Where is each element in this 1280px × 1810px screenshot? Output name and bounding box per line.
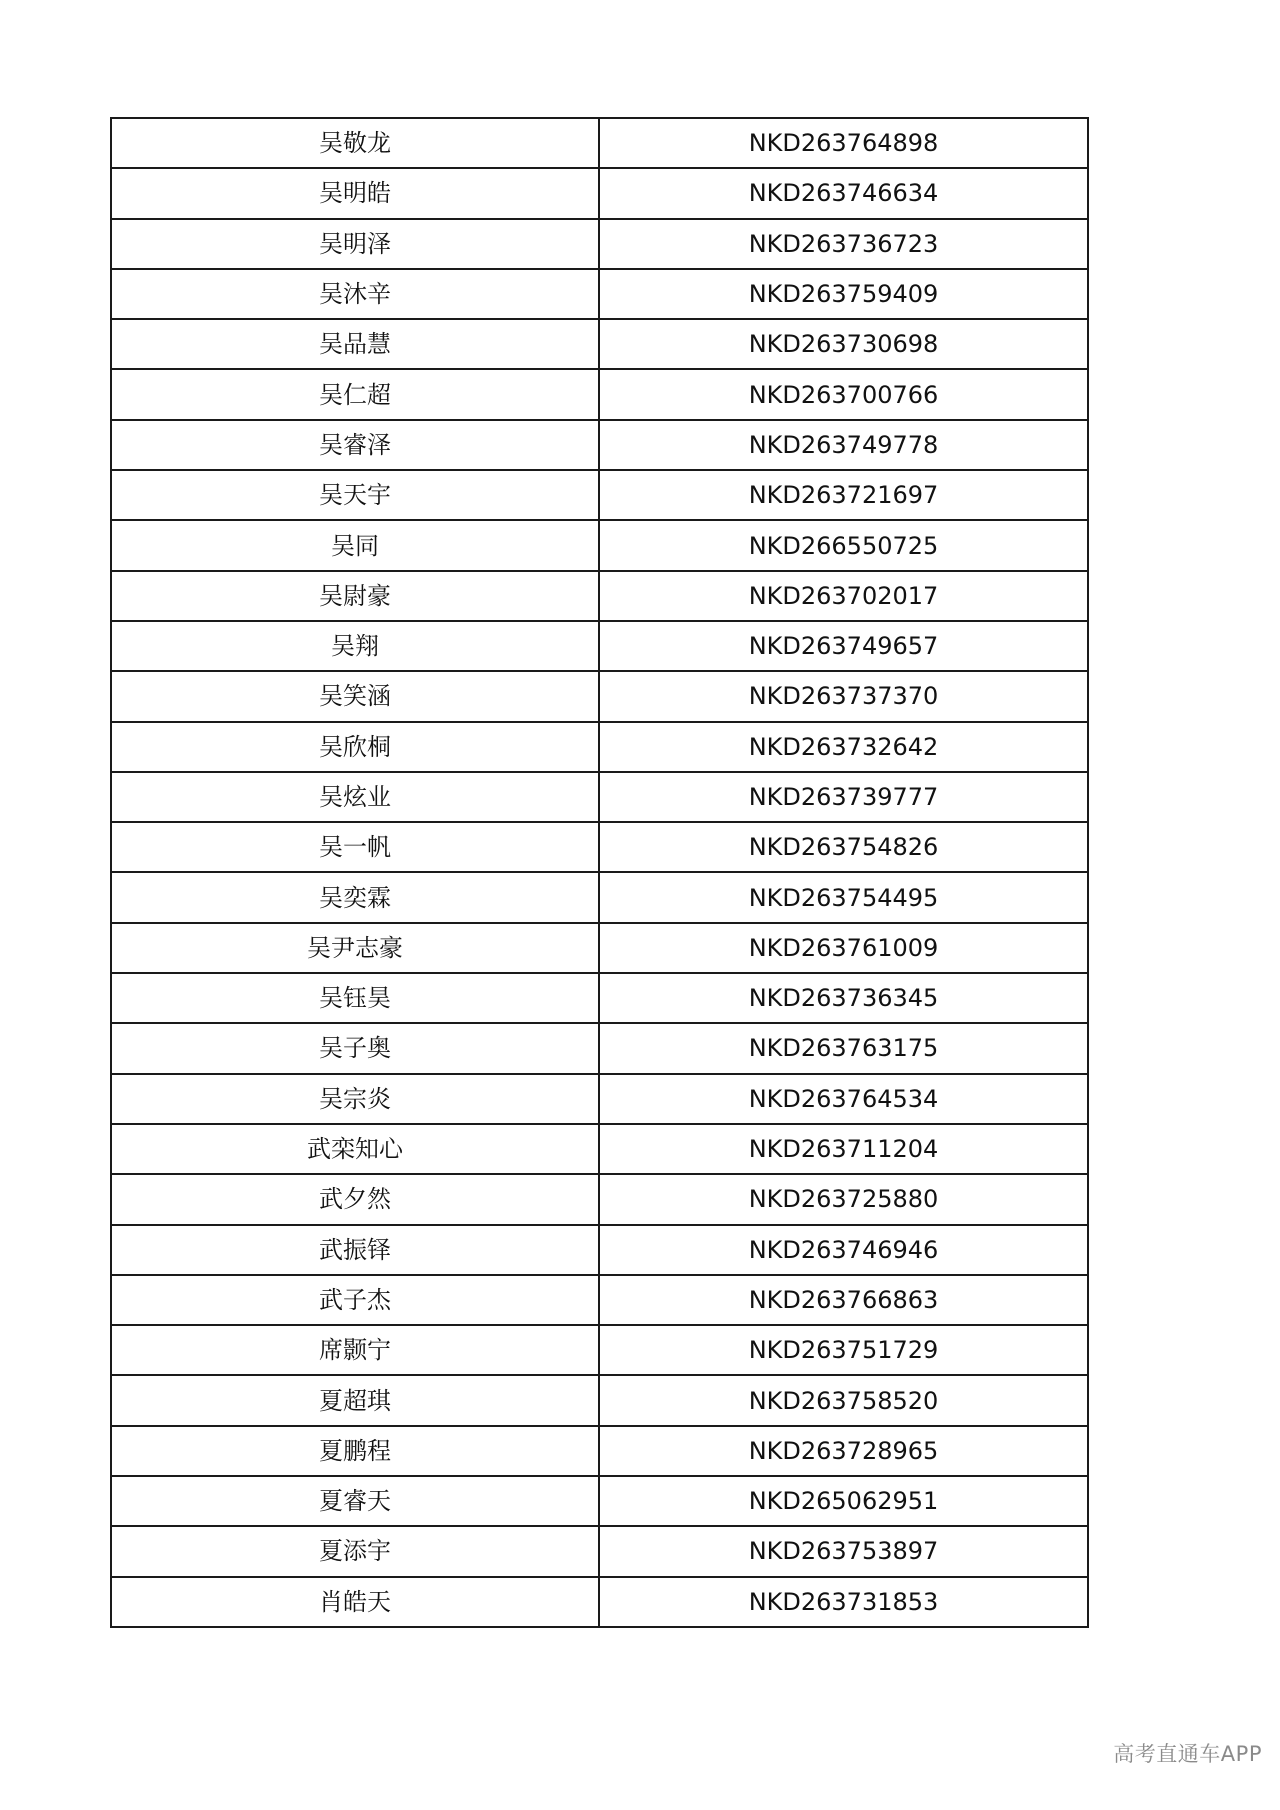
id-cell: NKD263700766 — [599, 369, 1088, 419]
id-cell: NKD263749657 — [599, 621, 1088, 671]
id-cell: NKD263763175 — [599, 1023, 1088, 1073]
table-row — [111, 369, 1088, 419]
table-row — [111, 1526, 1088, 1576]
id-cell: NKD263702017 — [599, 571, 1088, 621]
id-cell: NKD263746946 — [599, 1225, 1088, 1275]
name-cell: 吴敬龙 — [111, 118, 599, 168]
table-row — [111, 671, 1088, 721]
table-row — [111, 1375, 1088, 1425]
table-row — [111, 319, 1088, 369]
name-cell: 吴尉豪 — [111, 571, 599, 621]
name-cell: 吴尹志豪 — [111, 923, 599, 973]
name-cell: 吴品慧 — [111, 319, 599, 369]
id-cell: NKD263761009 — [599, 923, 1088, 973]
name-cell: 夏超琪 — [111, 1375, 599, 1425]
name-cell: 吴一帆 — [111, 822, 599, 872]
table-row — [111, 1225, 1088, 1275]
name-cell: 吴明泽 — [111, 219, 599, 269]
table-row — [111, 1275, 1088, 1325]
table-row — [111, 1074, 1088, 1124]
table-row — [111, 1174, 1088, 1224]
table-row — [111, 1426, 1088, 1476]
table-row — [111, 872, 1088, 922]
table-row — [111, 923, 1088, 973]
name-cell: 夏添宇 — [111, 1526, 599, 1576]
id-cell: NKD263725880 — [599, 1174, 1088, 1224]
name-id-table — [110, 117, 1089, 1628]
id-cell: NKD263721697 — [599, 470, 1088, 520]
id-cell: NKD263732642 — [599, 722, 1088, 772]
table-row — [111, 269, 1088, 319]
table-row — [111, 470, 1088, 520]
table-row — [111, 168, 1088, 218]
name-cell: 肖皓天 — [111, 1577, 599, 1627]
name-cell: 武子杰 — [111, 1275, 599, 1325]
name-cell: 吴欣桐 — [111, 722, 599, 772]
name-cell: 吴笑涵 — [111, 671, 599, 721]
id-cell: NKD263754826 — [599, 822, 1088, 872]
id-cell: NKD263766863 — [599, 1275, 1088, 1325]
id-cell: NKD266550725 — [599, 520, 1088, 570]
name-cell: 夏鹏程 — [111, 1426, 599, 1476]
id-cell: NKD263754495 — [599, 872, 1088, 922]
name-cell: 席颢宁 — [111, 1325, 599, 1375]
name-cell: 吴同 — [111, 520, 599, 570]
table-row — [111, 772, 1088, 822]
table-row — [111, 571, 1088, 621]
name-cell: 吴仁超 — [111, 369, 599, 419]
id-cell: NKD263736723 — [599, 219, 1088, 269]
table-row — [111, 621, 1088, 671]
name-cell: 吴翔 — [111, 621, 599, 671]
name-cell: 武栾知心 — [111, 1124, 599, 1174]
id-cell: NKD263749778 — [599, 420, 1088, 470]
id-cell: NKD263731853 — [599, 1577, 1088, 1627]
id-cell: NKD263730698 — [599, 319, 1088, 369]
table-row — [111, 1325, 1088, 1375]
table-row — [111, 1124, 1088, 1174]
name-cell: 吴炫业 — [111, 772, 599, 822]
table-row — [111, 1023, 1088, 1073]
name-cell: 吴沐辛 — [111, 269, 599, 319]
id-cell: NKD263764534 — [599, 1074, 1088, 1124]
table-row — [111, 1577, 1088, 1627]
name-cell: 吴睿泽 — [111, 420, 599, 470]
table-row — [111, 219, 1088, 269]
name-cell: 武夕然 — [111, 1174, 599, 1224]
table-row — [111, 822, 1088, 872]
id-cell: NKD263711204 — [599, 1124, 1088, 1174]
watermark-text: 高考直通车APP — [1113, 1742, 1262, 1766]
id-cell: NKD263746634 — [599, 168, 1088, 218]
id-cell: NKD263739777 — [599, 772, 1088, 822]
table-row — [111, 1476, 1088, 1526]
name-cell: 夏睿天 — [111, 1476, 599, 1526]
table-row — [111, 722, 1088, 772]
id-cell: NKD263751729 — [599, 1325, 1088, 1375]
id-cell: NKD263764898 — [599, 118, 1088, 168]
table-row — [111, 973, 1088, 1023]
name-cell: 武振铎 — [111, 1225, 599, 1275]
table-row — [111, 420, 1088, 470]
id-cell: NKD263736345 — [599, 973, 1088, 1023]
id-cell: NKD263753897 — [599, 1526, 1088, 1576]
id-cell: NKD263758520 — [599, 1375, 1088, 1425]
id-cell: NKD263728965 — [599, 1426, 1088, 1476]
id-cell: NKD263737370 — [599, 671, 1088, 721]
name-cell: 吴宗炎 — [111, 1074, 599, 1124]
table-row — [111, 520, 1088, 570]
table-row — [111, 118, 1088, 168]
table-body — [111, 118, 1088, 1627]
id-cell: NKD265062951 — [599, 1476, 1088, 1526]
id-cell: NKD263759409 — [599, 269, 1088, 319]
name-cell: 吴天宇 — [111, 470, 599, 520]
name-cell: 吴子奥 — [111, 1023, 599, 1073]
name-cell: 吴奕霖 — [111, 872, 599, 922]
name-cell: 吴明皓 — [111, 168, 599, 218]
name-cell: 吴钰昊 — [111, 973, 599, 1023]
